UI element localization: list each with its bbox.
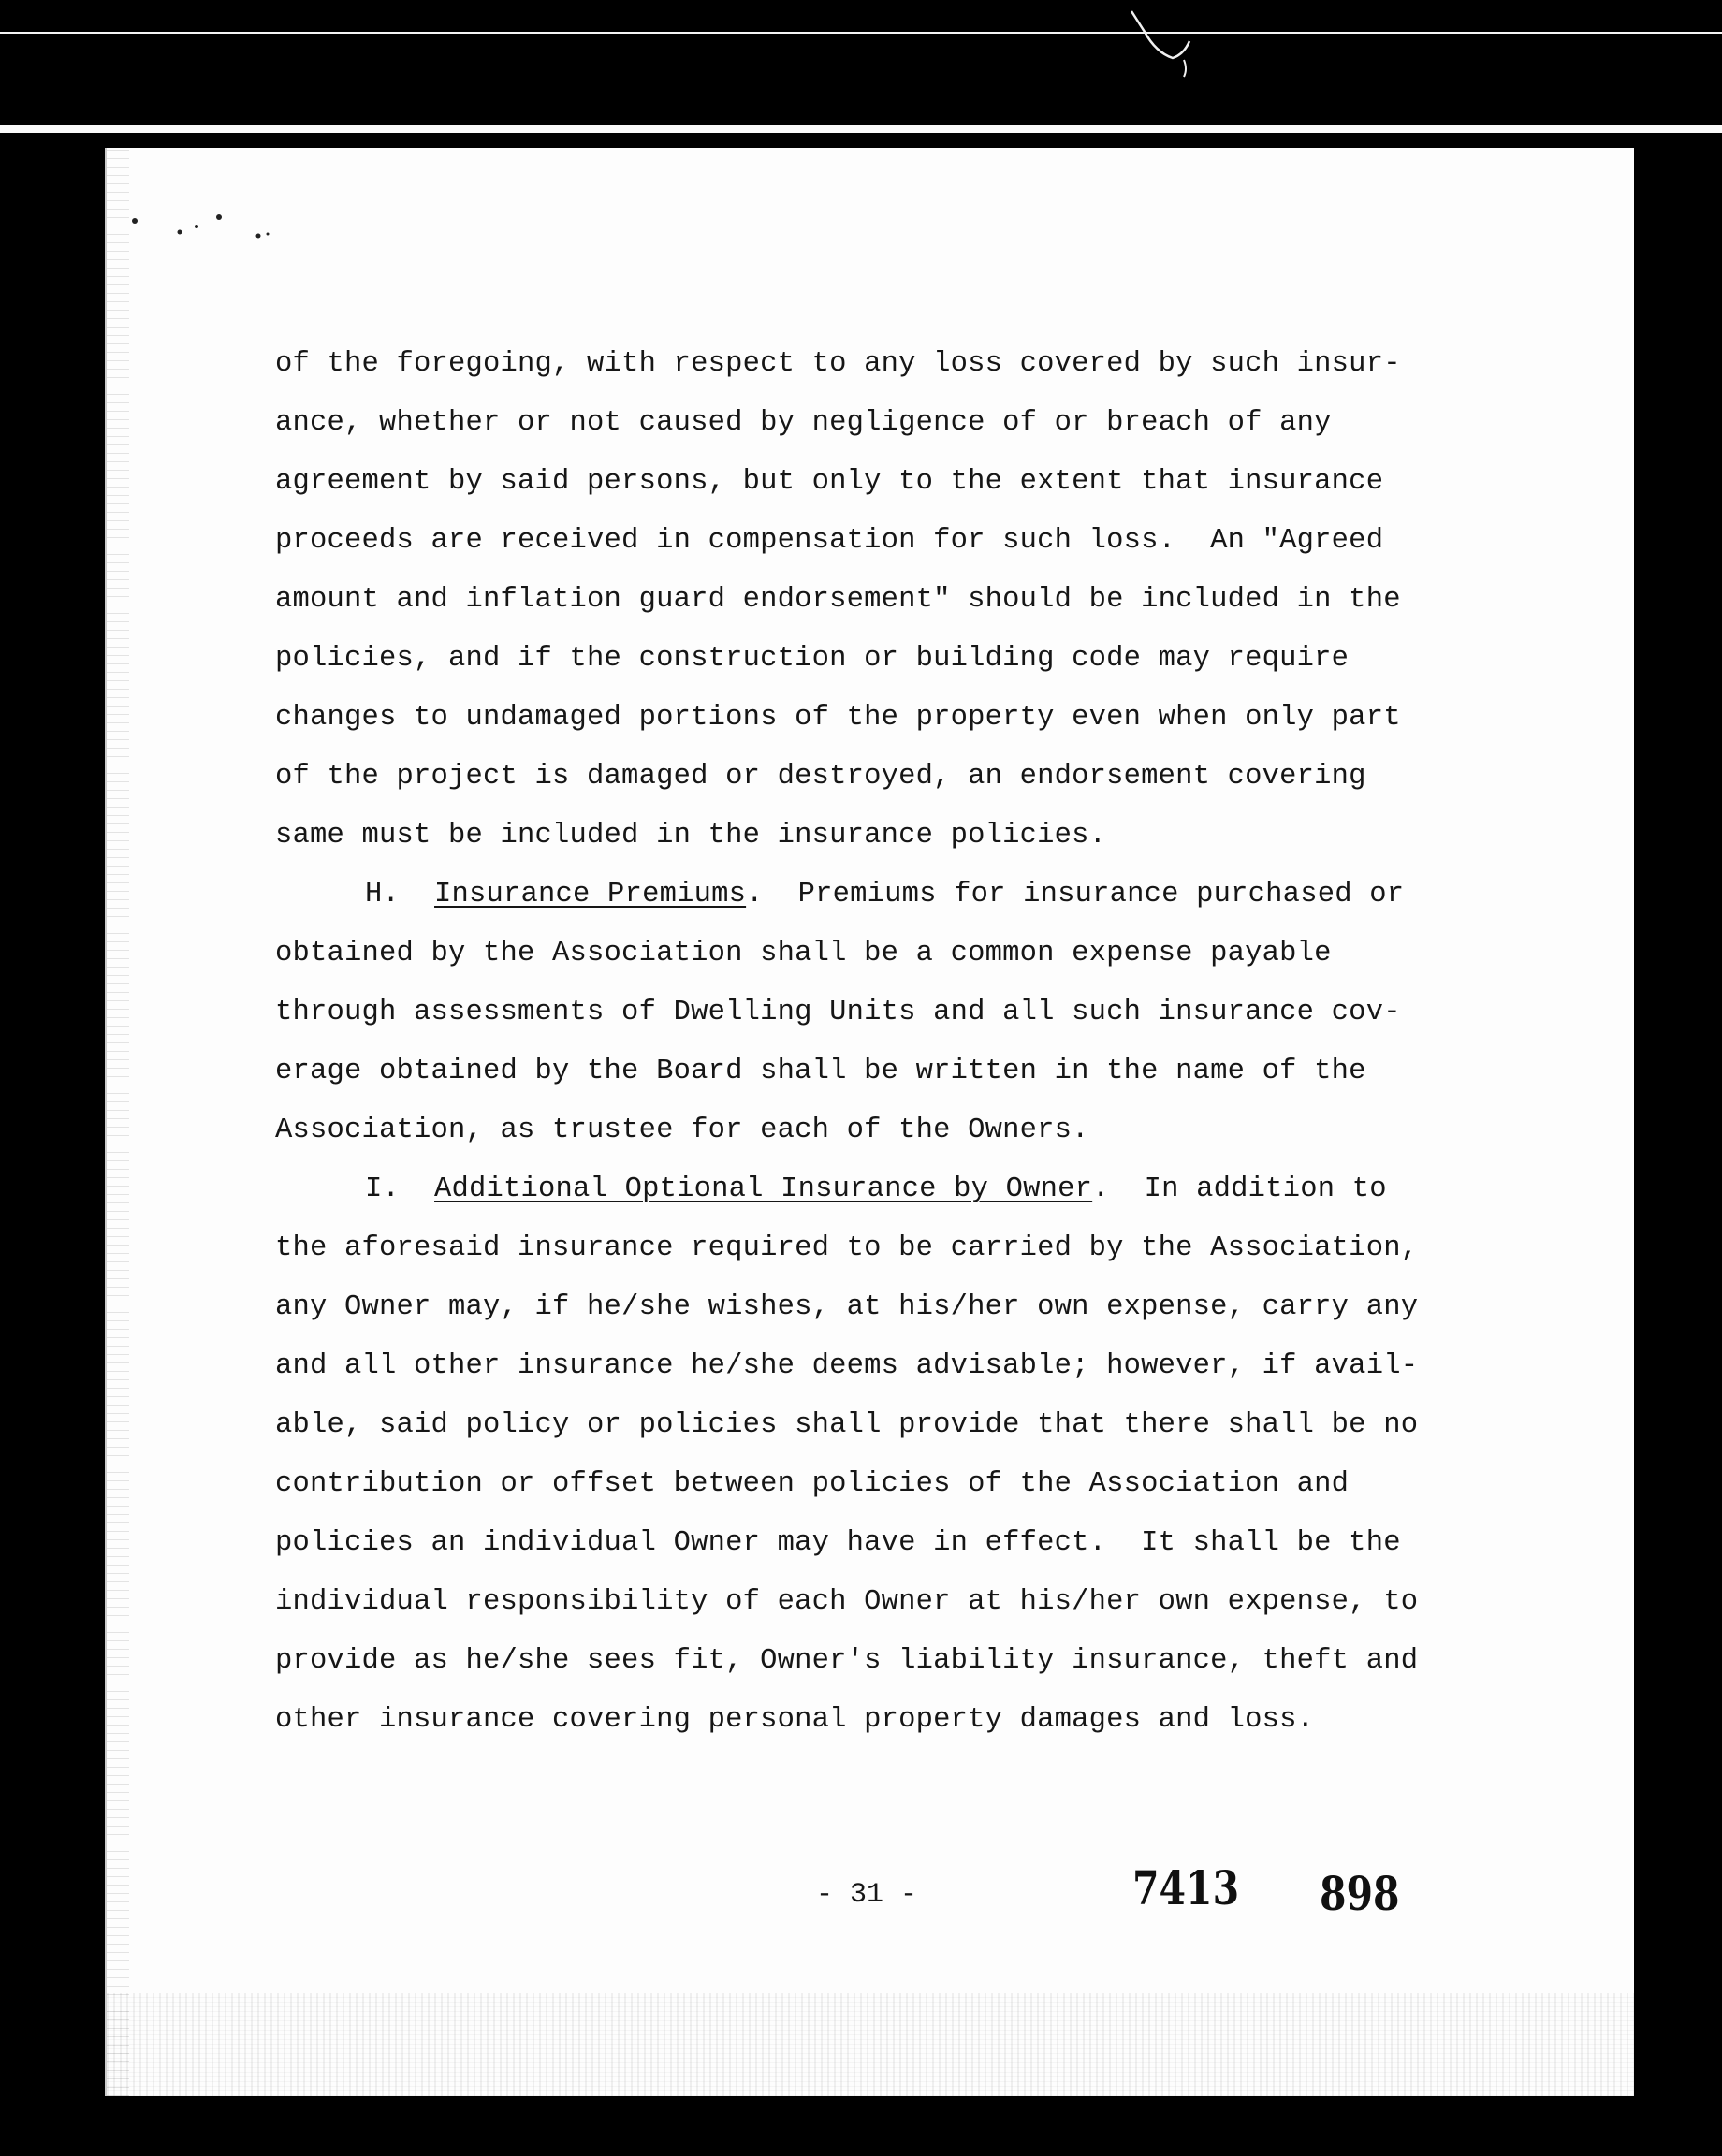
text-line: ance, whether or not caused by negligence of or breach of any	[275, 407, 1332, 439]
text-line: and all other insurance he/she deems advisable; however, if avail-	[275, 1350, 1419, 1382]
text-line: of the foregoing, with respect to any loss covered by such insur-	[275, 348, 1401, 380]
scan-specks-icon	[116, 213, 303, 270]
text-line: provide as he/she sees fit, Owner's liability insurance, theft and	[275, 1645, 1419, 1677]
text-line: any Owner may, if he/she wishes, at his/her own expense, carry any	[275, 1291, 1419, 1323]
text-line: able, said policy or policies shall provide that there shall be no	[275, 1409, 1419, 1441]
text-line: other insurance covering personal property damages and loss.	[275, 1704, 1315, 1736]
text-line: through assessments of Dwelling Units and all such insurance cov-	[275, 997, 1401, 1028]
text-line: policies, and if the construction or building code may require	[275, 643, 1350, 675]
text-line: agreement by said persons, but only to the extent that insurance	[275, 466, 1384, 498]
text-line: the aforesaid insurance required to be carried by the Association,	[275, 1232, 1419, 1264]
text-line: proceeds are received in compensation for such loss. An "Agreed	[275, 525, 1384, 557]
section-i-heading-line	[275, 1160, 1585, 1219]
section-h-first-line: . Premiums for insurance purchased or	[746, 879, 1405, 910]
section-i-marker: I.	[365, 1173, 401, 1205]
text-line: same must be included in the insurance policies.	[275, 820, 1107, 852]
scan-border-bottom	[0, 125, 1722, 133]
pen-mark-icon	[1128, 7, 1212, 82]
page-number: - 31 -	[816, 1879, 918, 1911]
section-h-heading-line	[275, 866, 1585, 925]
section-h-marker: H.	[365, 879, 401, 910]
document-page	[105, 148, 1634, 2096]
text-line: contribution or offset between policies of the Association and	[275, 1468, 1350, 1500]
text-line: amount and inflation guard endorsement" should be included in the	[275, 584, 1401, 616]
scan-noise-edge	[107, 148, 129, 2096]
section-i-first-line: . In addition to	[1092, 1173, 1387, 1205]
text-line: of the project is damaged or destroyed, an endorsement covering	[275, 761, 1366, 793]
book-number-stamp: 7413	[1132, 1860, 1240, 1916]
document-body	[275, 335, 1585, 1750]
section-h-heading: Insurance Premiums	[434, 879, 747, 910]
section-i-heading: Additional Optional Insurance by Owner	[434, 1173, 1093, 1205]
text-line: changes to undamaged portions of the property even when only part	[275, 702, 1401, 734]
text-line: individual responsibility of each Owner at his/her own expense, to	[275, 1586, 1419, 1618]
text-line: Association, as trustee for each of the Owners.	[275, 1114, 1089, 1146]
text-line: erage obtained by the Board shall be written in the name of the	[275, 1056, 1366, 1087]
text-line: policies an individual Owner may have in effect. It shall be the	[275, 1527, 1401, 1559]
scan-border-top	[0, 32, 1722, 34]
text-line: obtained by the Association shall be a common expense payable	[275, 938, 1332, 969]
page-number-stamp: 898	[1320, 1866, 1400, 1921]
